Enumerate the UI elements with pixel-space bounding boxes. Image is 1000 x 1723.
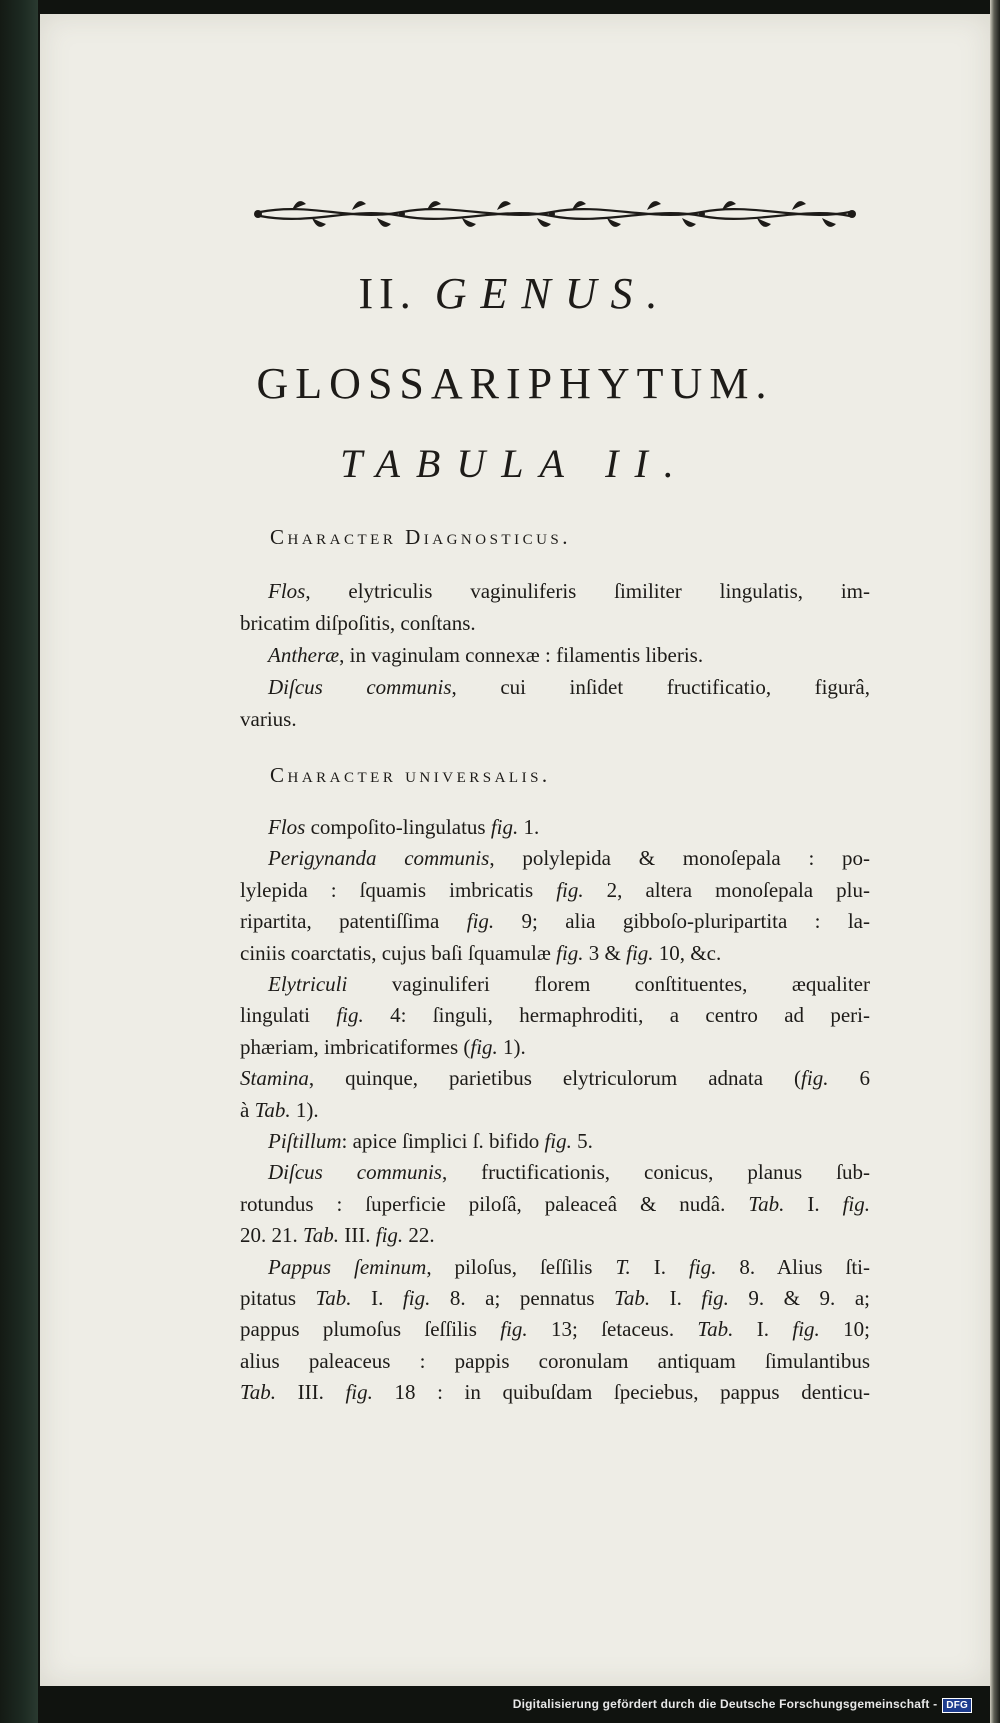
text-line	[268, 1252, 870, 1282]
italic-term: Tab.	[254, 1097, 291, 1122]
italic-term: fig.	[336, 1003, 364, 1028]
section-heading-diagnostic: Character Diagnosticus.	[270, 525, 572, 549]
text-span: 13; ſetaceus.	[527, 1317, 698, 1342]
italic-term: Tab.	[240, 1380, 277, 1405]
text-span: 18 : in quibuſdam ſpeciebus, pappus denticu-	[372, 1380, 870, 1405]
section-heading-universal: Character universalis.	[270, 763, 551, 787]
text-span: I.	[630, 1254, 690, 1279]
text-span: I.	[650, 1286, 702, 1310]
text-line	[268, 1157, 870, 1187]
text-span: alius paleaceus : pappis coronulam antiquam ſimulantibus	[240, 1348, 870, 1373]
italic-term: Diſcus communis	[268, 675, 452, 699]
text-span: 1.	[518, 815, 540, 839]
italic-term: fig.	[544, 1129, 572, 1153]
italic-term: fig.	[375, 1223, 404, 1248]
text-line	[240, 608, 870, 638]
italic-term: Diſcus communis	[268, 1160, 442, 1185]
text-span: , elytriculis vaginuliferis ſimiliter lingulatis, im-	[305, 579, 870, 603]
italic-term: fig.	[490, 815, 519, 839]
text-span: 1).	[290, 1097, 319, 1122]
text-span: phæriam, imbricatiformes (	[240, 1034, 471, 1059]
text-span: 8. Alius ſti-	[716, 1254, 870, 1279]
italic-term: T.	[615, 1254, 631, 1279]
text-line	[240, 1000, 870, 1030]
italic-term: Piſtillum	[268, 1129, 342, 1153]
text-span: ciniis coarctatis, cujus baſi ſquamulæ	[240, 940, 557, 965]
text-span: , cui inſidet fructificatio, figurâ,	[451, 675, 870, 699]
text-span: bricatim diſpoſitis, conſtans.	[240, 611, 476, 635]
text-span: lylepida : ſquamis imbricatis	[240, 877, 557, 902]
text-span: 10;	[819, 1317, 870, 1342]
italic-term: fig.	[556, 877, 584, 902]
italic-term: Stamina	[240, 1066, 309, 1091]
italic-term: Flos	[268, 579, 306, 603]
text-span: 8. a; pennatus	[430, 1286, 615, 1310]
text-span: , quinque, parietibus elytriculorum adnata (	[308, 1066, 802, 1091]
genus-number: II.	[358, 269, 417, 318]
text-span: pappus plumoſus ſeſſilis	[240, 1317, 501, 1342]
text-line	[268, 969, 870, 999]
italic-term: fig.	[842, 1191, 870, 1216]
text-span: compoſito-lingulatus	[305, 815, 491, 839]
text-line	[268, 843, 870, 873]
text-line	[240, 906, 870, 936]
italic-term: Tab.	[614, 1286, 651, 1310]
page-edge	[990, 0, 1000, 1723]
italic-term: Tab.	[697, 1317, 734, 1342]
text-span: 2, altera monoſepala plu-	[583, 877, 870, 902]
text-span: 10, &c.	[653, 940, 722, 965]
italic-term: fig.	[500, 1317, 528, 1342]
italic-term: fig.	[801, 1066, 829, 1091]
text-span: , in vaginulam connexæ : filamentis liberis.	[339, 643, 704, 667]
text-line	[268, 812, 870, 842]
italic-term: fig.	[345, 1380, 373, 1405]
text-line	[240, 875, 870, 905]
text-span: 5.	[571, 1129, 593, 1153]
text-span: 4: ſinguli, hermaphroditi, a centro ad peri-	[363, 1003, 871, 1028]
italic-term: Antheræ	[268, 643, 340, 667]
text-span: rotundus : ſuperficie piloſâ, paleaceâ & nudâ.	[240, 1191, 749, 1216]
italic-term: Elytriculi	[268, 972, 348, 996]
text-line	[240, 1220, 870, 1250]
text-line	[240, 938, 870, 968]
text-span: I.	[784, 1191, 843, 1216]
text-span: varius.	[240, 707, 297, 731]
text-line	[268, 576, 870, 606]
text-span: 6	[828, 1066, 870, 1091]
italic-term: fig.	[470, 1034, 498, 1059]
book-gutter	[0, 0, 38, 1723]
page-title: GLOSSARIPHYTUM.	[256, 359, 774, 408]
text-span: 1).	[497, 1034, 526, 1059]
text-line	[240, 1032, 870, 1062]
floral-ornament-band	[252, 182, 858, 240]
text-span: III.	[276, 1380, 346, 1405]
italic-term: Flos	[268, 815, 306, 839]
genus-word: GENUS.	[434, 269, 672, 318]
text-line	[240, 1189, 870, 1219]
text-span: , fructificationis, conicus, planus ſub-	[441, 1160, 870, 1185]
text-span: 20. 21.	[240, 1223, 303, 1248]
italic-term: Pappus ſeminum	[268, 1254, 427, 1279]
genus-heading	[40, 268, 990, 319]
text-line	[240, 704, 870, 734]
italic-term: Tab.	[315, 1286, 352, 1310]
text-span: à	[240, 1097, 255, 1122]
text-line	[240, 1095, 870, 1125]
text-line	[240, 1283, 870, 1313]
italic-term: fig.	[792, 1317, 820, 1342]
credit-text: Digitalisierung gefördert durch die Deutsche Forschungsgemeinschaft -	[512, 1697, 938, 1711]
text-span: III.	[339, 1223, 376, 1248]
text-span: lingulati	[240, 1003, 337, 1028]
text-span: I.	[733, 1317, 793, 1342]
italic-term: Tab.	[748, 1191, 785, 1216]
plate-reference: TABULA II.	[340, 441, 690, 486]
italic-term: Tab.	[303, 1223, 340, 1248]
text-span: , polylepida & monoſepala : po-	[489, 846, 870, 871]
text-span: 3 &	[583, 940, 627, 965]
digitization-credit	[513, 1697, 972, 1713]
italic-term: fig.	[402, 1286, 431, 1310]
text-line	[240, 1063, 870, 1093]
dfg-logo: DFG	[942, 1698, 972, 1713]
text-line	[268, 1126, 870, 1156]
italic-term: fig.	[626, 940, 654, 965]
text-span: ripartita, patentiſſima	[240, 909, 467, 934]
text-line	[268, 672, 870, 702]
italic-term: fig.	[701, 1286, 729, 1310]
text-span: I.	[351, 1286, 403, 1310]
text-span: 9; alia gibboſo-pluripartita : la-	[494, 909, 870, 934]
text-line	[240, 1314, 870, 1344]
italic-term: fig.	[689, 1254, 717, 1279]
text-line	[240, 1377, 870, 1407]
text-span: 22.	[403, 1223, 435, 1248]
text-span: 9. & 9. a;	[728, 1286, 871, 1310]
italic-term: fig.	[466, 909, 495, 934]
text-span: pitatus	[240, 1286, 316, 1310]
text-span: : apice ſimplici ſ. bifido	[341, 1129, 545, 1153]
text-span: vaginuliferi florem conſtituentes, æqualiter	[347, 972, 870, 996]
text-span: , piloſus, ſeſſilis	[426, 1254, 616, 1279]
italic-term: fig.	[556, 940, 584, 965]
text-line	[268, 640, 870, 670]
text-line	[240, 1346, 870, 1376]
italic-term: Perigynanda communis	[268, 846, 490, 871]
